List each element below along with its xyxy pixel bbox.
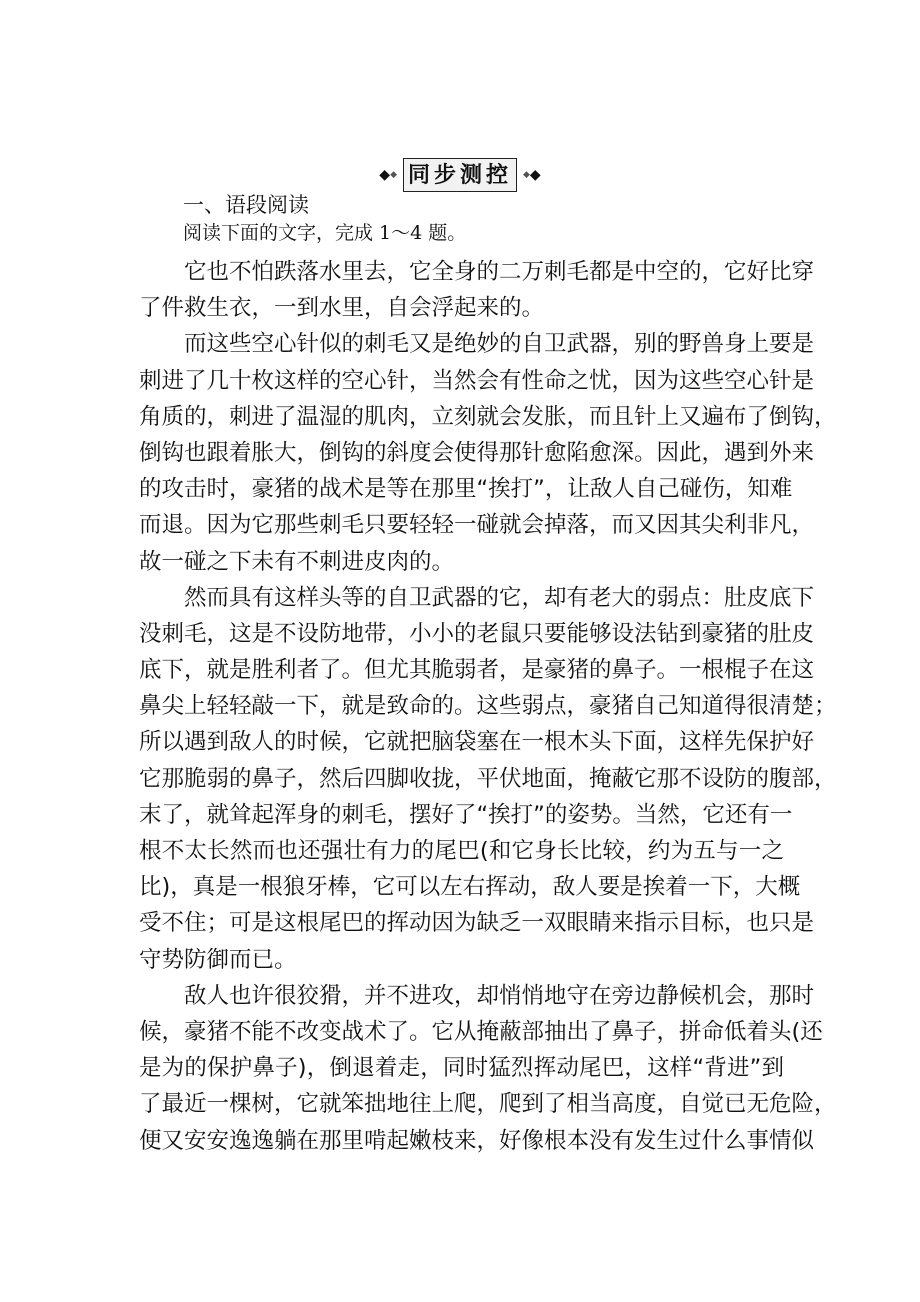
passage-line: 候，豪猪不能不改变战术了。它从掩蔽部抽出了鼻子，拼命低着头(还 <box>139 1018 823 1045</box>
passage-line: 鼻尖上轻轻敲一下，就是致命的。这些弱点，豪猪自己知道得很清楚； <box>139 693 837 720</box>
passage-line: 然而具有这样头等的自卫武器的它，却有老大的弱点：肚皮底下 <box>184 584 815 611</box>
small-diamond-icon: ◆ <box>390 170 397 180</box>
passage-line: 没刺毛，这是不设防地带，小小的老鼠只要能够设法钻到豪猪的肚皮 <box>139 620 815 647</box>
passage-line: 故一碰之下未有不刺进皮肉的。 <box>139 548 455 575</box>
passage-line: 便又安安逸逸躺在那里啃起嫩枝来，好像根本没有发生过什么事情似 <box>139 1127 815 1154</box>
passage-line: 倒钩也跟着胀大，倒钩的斜度会使得那针愈陷愈深。因此，遇到外来 <box>139 439 815 466</box>
passage-line: 它那脆弱的鼻子，然后四脚收拢，平伏地面，掩蔽它那不设防的腹部， <box>139 765 837 792</box>
passage-line: 比)，真是一根狼牙棒，它可以左右挥动，敌人要是挨着一下，大概 <box>139 874 801 901</box>
small-diamond-icon: ◆ <box>523 170 530 180</box>
passage-line: 是为的保护鼻子)，倒退着走，同时猛烈挥动尾巴，这样“背进”到 <box>139 1055 784 1082</box>
passage-line: 所以遇到敌人的时候，它就把脑袋塞在一根木头下面，这样先保护好 <box>139 729 815 756</box>
passage-line: 底下，就是胜利者了。但尤其脆弱者，是豪猪的鼻子。一根棍子在这 <box>139 657 815 684</box>
passage-line: 受不住；可是这根尾巴的挥动因为缺乏一双眼睛来指示目标，也只是 <box>139 910 815 937</box>
passage-line: 而这些空心针似的刺毛又是绝妙的自卫武器，别的野兽身上要是 <box>184 331 815 358</box>
passage-line: 守势防御而已。 <box>139 946 297 973</box>
diamond-icon: ◆ <box>529 167 541 183</box>
passage-line: 了件救生衣，一到水里，自会浮起来的。 <box>139 295 545 322</box>
section-heading: 一、语段阅读 <box>183 193 309 217</box>
passage-line: 末了，就耸起浑身的刺毛，摆好了“挨打”的姿势。当然，它还有一 <box>139 801 793 828</box>
passage-body <box>139 254 837 1159</box>
passage-line: 了最近一棵树，它就笨拙地往上爬，爬到了相当高度，自觉已无危险， <box>139 1091 837 1118</box>
passage-line: 刺进了几十枚这样的空心针，当然会有性命之忧，因为这些空心针是 <box>139 367 815 394</box>
passage-line: 而退。因为它那些刺毛只要轻轻一碰就会掉落，而又因其尖利非凡， <box>139 512 815 539</box>
passage-line: 它也不怕跌落水里去，它全身的二万刺毛都是中空的，它好比穿 <box>184 259 815 285</box>
diamond-icon: ◆ <box>379 167 391 183</box>
passage-line: 根不太长然而也还强壮有力的尾巴(和它身长比较，约为五与一之 <box>139 838 784 864</box>
banner-title: 同步测控 <box>403 158 517 192</box>
passage-line: 敌人也许很狡猾，并不进攻，却悄悄地守在旁边静候机会，那时 <box>184 982 815 1009</box>
section-banner <box>0 158 920 192</box>
passage-line: 角质的，刺进了温湿的肌肉，立刻就会发胀，而且针上又遍布了倒钩， <box>139 403 837 430</box>
reading-instruction: 阅读下面的文字，完成 1～4 题。 <box>183 222 467 244</box>
passage-line: 的攻击时，豪猪的战术是等在那里“挨打”，让敌人自己碰伤，知难 <box>139 476 793 503</box>
